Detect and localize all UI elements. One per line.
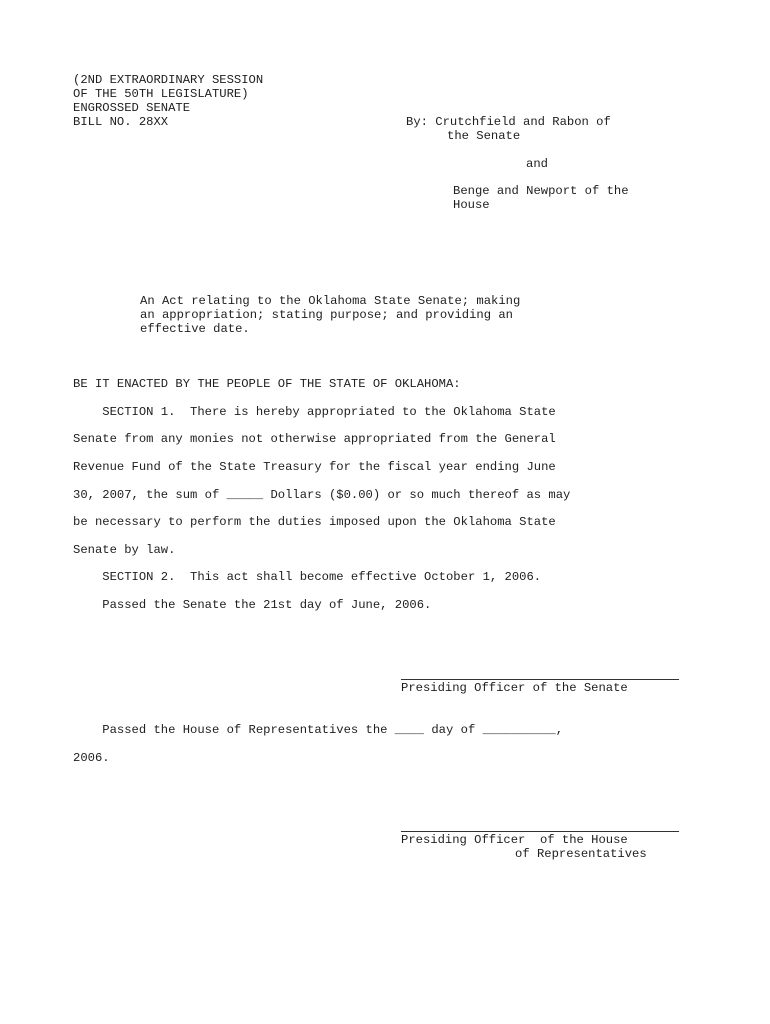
senate-authors-cont: the Senate bbox=[447, 129, 521, 143]
body-line: 30, 2007, the sum of _____ Dollars ($0.00) or so much thereof as may bbox=[73, 488, 571, 502]
legislature-line: OF THE 50TH LEGISLATURE) bbox=[73, 87, 249, 101]
bill-number: BILL NO. 28XX bbox=[73, 115, 169, 129]
senate-presiding-officer: Presiding Officer of the Senate bbox=[401, 681, 628, 695]
house-passed-line: Passed the House of Representatives the ____ day of __________, bbox=[73, 723, 564, 737]
enacting-clause: BE IT ENACTED BY THE PEOPLE OF THE STATE OF OKLAHOMA: bbox=[73, 377, 461, 391]
body-line: Revenue Fund of the State Treasury for the fiscal year ending June bbox=[73, 460, 556, 474]
house-signature-line bbox=[401, 831, 679, 832]
body-line: Passed the Senate the 21st day of June, 2006. bbox=[73, 598, 432, 612]
body-line: Senate by law. bbox=[73, 543, 176, 557]
house-presiding-officer: Presiding Officer of the House bbox=[401, 833, 628, 847]
body-line: Senate from any monies not otherwise appropriated from the General bbox=[73, 432, 556, 446]
engrossed-line: ENGROSSED SENATE bbox=[73, 101, 191, 115]
body-line: SECTION 1. There is hereby appropriated to the Oklahoma State bbox=[73, 405, 556, 419]
title-line: An Act relating to the Oklahoma State Senate; making bbox=[140, 294, 521, 308]
house-passed-year: 2006. bbox=[73, 751, 110, 765]
house-authors-cont: House bbox=[453, 198, 490, 212]
title-line: effective date. bbox=[140, 322, 250, 336]
house-authors: Benge and Newport of the bbox=[453, 184, 629, 198]
authors-and: and bbox=[526, 157, 548, 171]
session-line: (2ND EXTRAORDINARY SESSION bbox=[73, 73, 264, 87]
house-presiding-officer-cont: of Representatives bbox=[515, 847, 647, 861]
senate-authors: By: Crutchfield and Rabon of bbox=[406, 115, 611, 129]
body-line: be necessary to perform the duties imposed upon the Oklahoma State bbox=[73, 515, 556, 529]
title-line: an appropriation; stating purpose; and providing an bbox=[140, 308, 513, 322]
senate-signature-line bbox=[401, 679, 679, 680]
body-line: SECTION 2. This act shall become effective October 1, 2006. bbox=[73, 570, 542, 584]
